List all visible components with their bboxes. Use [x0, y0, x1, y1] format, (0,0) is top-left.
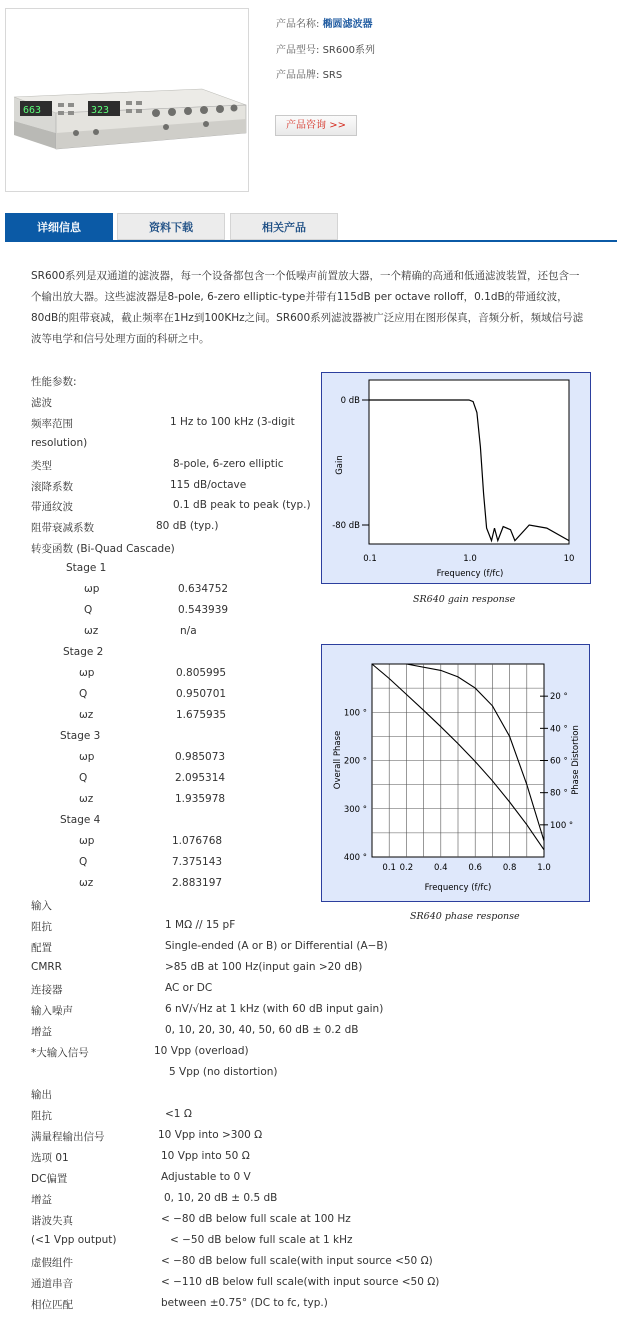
phase-left-tick: 100 ° — [343, 708, 367, 719]
gain-plot-area — [369, 380, 569, 544]
spec-label: (<1 Vpp output) — [31, 1234, 117, 1246]
phase-xtick: 0.1 — [382, 863, 396, 873]
spec-label: DC偏置 — [31, 1173, 68, 1185]
phase-xtick: 0.8 — [502, 863, 517, 873]
spec-value: Single-ended (A or B) or Differential (A−B) — [165, 940, 388, 952]
spec-value: 0.985073 — [175, 751, 226, 763]
transfer-heading: 转变函数 (Bi-Quad Cascade) — [31, 543, 175, 555]
spec-label: 相位匹配 — [31, 1299, 73, 1311]
stage-title: Stage 1 — [66, 562, 107, 574]
phase-left-tick: 400 ° — [343, 853, 367, 863]
intro-paragraph: SR600系列是双通道的滤波器，每一个设备都包含一个低噪声前置放大器，一个精确的高通和低通滤波装置，还包含一个输出放大器。这些滤波器是8-pole, 6-zero elliptic-type并带有115dB per octave rolloff，0.1dB的带通纹波，80dB的阻带衰减，截止频率在1Hz到100KHz之间。SR600系列滤波器被广泛应用在图形保真，音频分析，频域信号滤波等电学和信号处理方面的科研之中。 — [31, 270, 584, 345]
spec-value: 0.950701 — [176, 688, 227, 700]
filter-heading: 滤波 — [31, 397, 52, 409]
product-model: 产品型号: SR600系列 — [276, 45, 375, 56]
product-name: 产品名称: 椭圆滤波器 — [276, 19, 373, 30]
spec-value: 1.675935 — [176, 709, 227, 721]
phase-xtick: 0.6 — [468, 863, 482, 873]
input-heading: 输入 — [31, 900, 52, 912]
spec-label: ωz — [79, 793, 94, 805]
spec-value: 2.883197 — [172, 877, 223, 889]
phase-left-tick: 300 ° — [343, 804, 367, 815]
display-right: 323 — [91, 105, 110, 116]
phase-left-tick: 200 ° — [343, 756, 367, 767]
spec-value: 0.1 dB peak to peak (typ.) — [173, 499, 311, 511]
gain-xlabel: Frequency (f/fc) — [436, 569, 504, 579]
product-model-value: SR600系列 — [322, 45, 375, 56]
phase-right-tick: 40 ° — [550, 724, 568, 735]
spec-label: 滚降系数 — [31, 481, 73, 493]
spec-value: 10 Vpp into >300 Ω — [158, 1129, 263, 1141]
spec-value: 1.935978 — [175, 793, 226, 805]
spec-label: 虚假组件 — [31, 1257, 73, 1269]
spec-value: 1 MΩ // 15 pF — [165, 919, 236, 931]
phase-xtick: 0.2 — [399, 863, 414, 873]
phase-ylabel-left: Overall Phase — [333, 730, 343, 790]
output-heading: 输出 — [31, 1089, 52, 1101]
spec-value: 2.095314 — [175, 772, 226, 784]
phase-xtick: 0.4 — [434, 863, 448, 873]
spec-value: AC or DC — [165, 982, 213, 994]
spec-label: 频率范围 — [31, 418, 73, 430]
spec-label: ωp — [79, 751, 95, 763]
gain-xtick: 10 — [563, 554, 575, 564]
spec-value: 0.634752 — [178, 583, 229, 595]
spec-label: 配置 — [31, 942, 52, 954]
spec-value: 10 Vpp into 50 Ω — [161, 1150, 250, 1162]
spec-value: 7.375143 — [172, 856, 223, 868]
spec-label: 类型 — [31, 460, 52, 472]
phase-right-tick: 20 ° — [550, 692, 568, 703]
phase-xtick: 1.0 — [537, 863, 551, 873]
spec-label: CMRR — [31, 961, 62, 973]
spec-value: 0, 10, 20 dB ± 0.5 dB — [164, 1192, 278, 1204]
spec-label: 阻带衰减系数 — [31, 522, 94, 534]
stage-title: Stage 2 — [63, 646, 104, 658]
spec-value: >85 dB at 100 Hz(input gain >20 dB) — [165, 961, 363, 973]
spec-value: < −110 dB below full scale(with input source <50 Ω) — [161, 1276, 440, 1288]
spec-label: Q — [84, 604, 93, 616]
spec-label: ωz — [84, 625, 99, 637]
spec-label: 连接器 — [31, 984, 63, 996]
phase-right-tick: 100 ° — [550, 820, 574, 831]
spec-heading: 性能参数: — [31, 376, 77, 388]
spec-label: 选项 01 — [31, 1152, 69, 1164]
spec-label: Q — [79, 688, 88, 700]
spec-value: 0.543939 — [178, 604, 229, 616]
spec-value: 80 dB (typ.) — [156, 520, 219, 532]
spec-label: 输入噪声 — [31, 1005, 73, 1017]
spec-label: ωz — [79, 877, 94, 889]
spec-label: ωp — [84, 583, 100, 595]
product-name-value: 椭圆滤波器 — [322, 19, 373, 30]
spec-value: 1.076768 — [172, 835, 223, 847]
spec-value: 6 nV/√Hz at 1 kHz (with 60 dB input gain) — [165, 1003, 384, 1015]
spec-value: < −50 dB below full scale at 1 kHz — [170, 1234, 353, 1246]
spec-label: 阻抗 — [31, 921, 52, 933]
spec-value: Adjustable to 0 V — [161, 1171, 251, 1183]
spec-label: Q — [79, 772, 88, 784]
spec-label: Q — [79, 856, 88, 868]
stage-title: Stage 3 — [60, 730, 101, 742]
spec-label: *大输入信号 — [31, 1047, 89, 1059]
gain-ylabel: Gain — [335, 455, 345, 475]
phase-ylabel-right: Phase Distortion — [571, 725, 581, 795]
spec-value: <1 Ω — [165, 1108, 192, 1120]
phase-xlabel: Frequency (f/fc) — [424, 883, 492, 893]
gain-ytick: 0 dB — [340, 396, 360, 406]
tab-details[interactable]: 详细信息 — [5, 213, 113, 240]
gain-xtick: 0.1 — [363, 554, 377, 564]
phase-right-tick: 80 ° — [550, 788, 568, 799]
spec-label: 带通纹波 — [31, 501, 73, 513]
spec-value: < −80 dB below full scale(with input source <50 Ω) — [161, 1255, 433, 1267]
tab-related[interactable]: 相关产品 — [230, 213, 338, 240]
phase-chart — [321, 644, 590, 902]
spec-value: 1 Hz to 100 kHz (3-digit — [170, 416, 295, 428]
phase-caption: SR640 phase response — [410, 911, 520, 922]
consult-button[interactable]: 产品咨询 >> — [275, 115, 357, 136]
spec-value: 0.805995 — [176, 667, 227, 679]
gain-chart — [321, 372, 591, 584]
spec-label: ωp — [79, 835, 95, 847]
spec-value-cont: resolution) — [31, 437, 88, 449]
spec-value: 10 Vpp (overload) — [154, 1045, 249, 1057]
spec-label: ωz — [79, 709, 94, 721]
spec-label: 通道串音 — [31, 1278, 73, 1290]
phase-right-tick: 60 ° — [550, 756, 568, 767]
spec-label: ωp — [79, 667, 95, 679]
spec-label: 谐波失真 — [31, 1215, 73, 1227]
spec-label: 满量程输出信号 — [31, 1131, 105, 1143]
stage-title: Stage 4 — [60, 814, 101, 826]
spec-label: 阻抗 — [31, 1110, 52, 1122]
display-left: 663 — [23, 105, 42, 116]
spec-label: 增益 — [31, 1194, 52, 1206]
product-brand-value: SRS — [322, 70, 343, 81]
spec-value: 0, 10, 20, 30, 40, 50, 60 dB ± 0.2 dB — [165, 1024, 359, 1036]
gain-caption: SR640 gain response — [413, 594, 516, 605]
spec-value: 8-pole, 6-zero elliptic — [173, 458, 284, 470]
product-brand: 产品品牌: SRS — [276, 70, 343, 81]
tab-downloads[interactable]: 资料下载 — [117, 213, 225, 240]
spec-value: 115 dB/octave — [170, 479, 247, 491]
spec-value: between ±0.75° (DC to fc, typ.) — [161, 1297, 328, 1309]
tab-underline — [5, 240, 617, 242]
spec-label: 增益 — [31, 1026, 52, 1038]
spec-value: 5 Vpp (no distortion) — [169, 1066, 278, 1078]
spec-value: < −80 dB below full scale at 100 Hz — [161, 1213, 351, 1225]
gain-ytick: -80 dB — [332, 521, 360, 531]
gain-xtick: 1.0 — [463, 554, 477, 564]
spec-value: n/a — [180, 625, 197, 637]
product-image — [5, 8, 249, 192]
